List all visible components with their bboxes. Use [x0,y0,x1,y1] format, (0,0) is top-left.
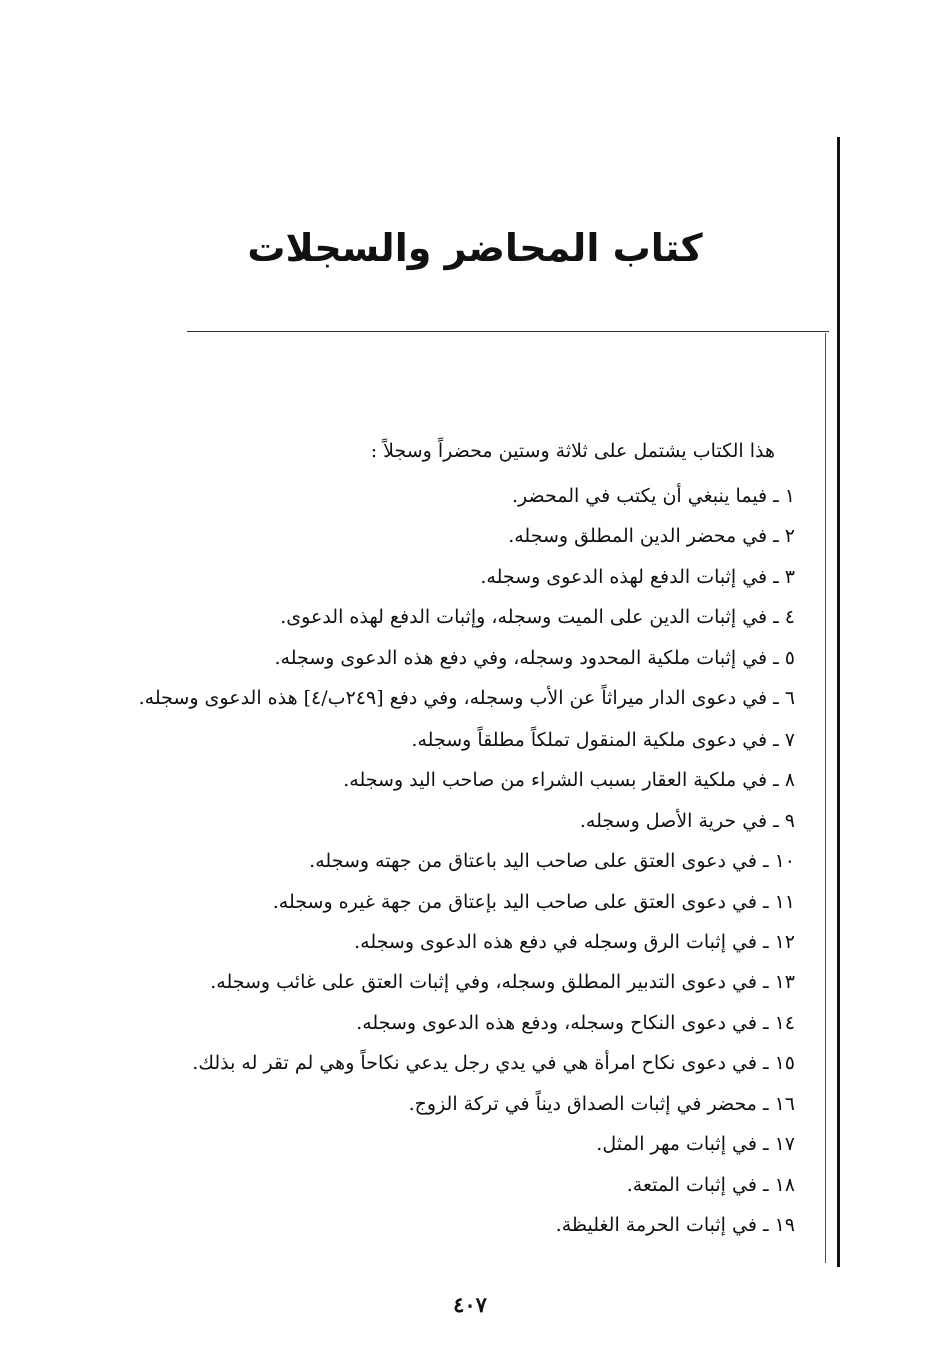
chapter-title: كتاب المحاضر والسجلات [247,226,703,270]
list-item: ١٩ ـ في إثبات الحرمة الغليظة. [555,1213,795,1236]
list-item: ١٧ ـ في إثبات مهر المثل. [596,1133,795,1156]
list-item: ٩ ـ في حرية الأصل وسجله. [579,809,795,832]
title-rule [187,331,829,332]
list-item: ٤ ـ في إثبات الدين على الميت وسجله، وإثبات الدفع لهذه الدعوى. [280,606,795,629]
list-item: ٢ ـ في محضر الدين المطلق وسجله. [508,525,795,548]
list-item: ٥ ـ في إثبات ملكية المحدود وسجله، وفي دفع هذه الدعوى وسجله. [274,646,795,669]
list-item: ١٤ ـ في دعوى النكاح وسجله، ودفع هذه الدعوى وسجله. [356,1011,795,1034]
margin-rule [837,137,840,1267]
list-item: ٨ ـ في ملكية العقار بسبب الشراء من صاحب اليد وسجله. [343,769,795,792]
list-item: ٧ ـ في دعوى ملكية المنقول تملكاً مطلقاً وسجله. [411,729,795,752]
list-item: ١١ ـ في دعوى العتق على صاحب اليد بإعتاق من جهة غيره وسجله. [272,890,795,913]
list-item: ١٣ ـ في دعوى التدبير المطلق وسجله، وفي إثبات العتق على غائب وسجله. [210,971,795,994]
list-item: ٦ ـ في دعوى الدار ميراثاً عن الأب وسجله، وفي دفع [٢٤٩ب/٤] هذه الدعوى وسجله. [138,687,795,710]
list-item: ٣ ـ في إثبات الدفع لهذه الدعوى وسجله. [480,565,795,588]
list-item: ١ ـ فيما ينبغي أن يكتب في المحضر. [511,485,795,507]
list-item: ١٥ ـ في دعوى نكاح امرأة هي في يدي رجل يدعي نكاحاً وهي لم تقر له بذلك. [192,1052,795,1075]
page-number: ٤٠٧ [453,1292,487,1317]
inner-margin-rule [825,333,826,1263]
list-item: ١٠ ـ في دعوى العتق على صاحب اليد باعتاق من جهته وسجله. [309,850,795,873]
intro-text: هذا الكتاب يشتمل على ثلاثة وستين محضراً وسجلاً : [370,440,775,462]
contents-list [80,476,795,1245]
list-item: ١٢ ـ في إثبات الرق وسجله في دفع هذه الدعوى وسجله. [354,931,795,954]
list-item: ١٨ ـ في إثبات المتعة. [626,1173,795,1196]
list-item: ١٦ ـ محضر في إثبات الصداق ديناً في تركة الزوج. [408,1092,795,1115]
